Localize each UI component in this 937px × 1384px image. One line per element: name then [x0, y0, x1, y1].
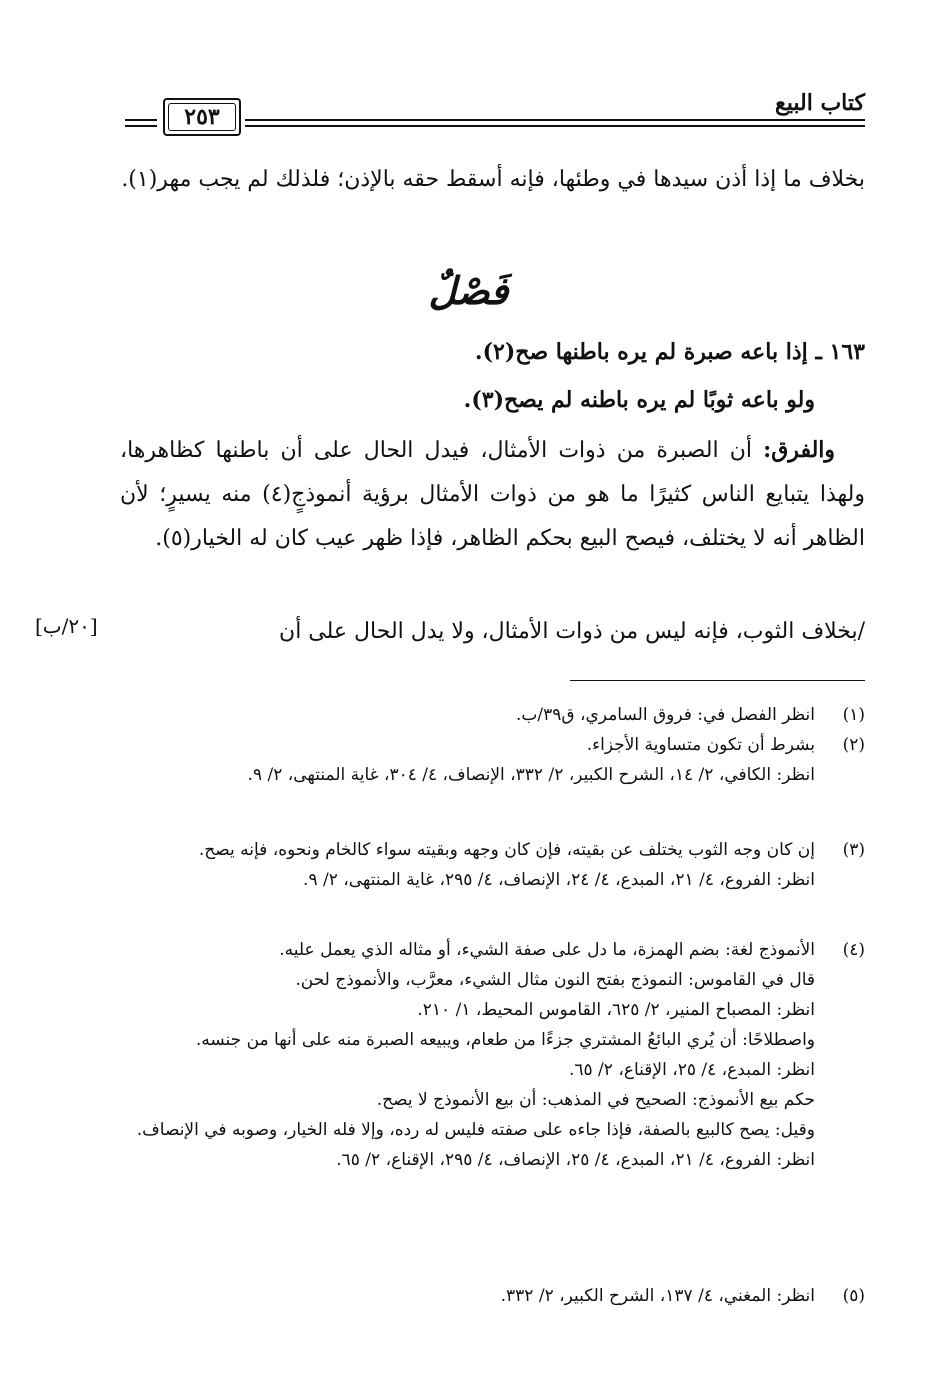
footnote-2: [120, 730, 865, 790]
page-number-box: [163, 98, 241, 136]
section-heading: فَصْلٌ: [428, 268, 509, 313]
header-rule: [125, 125, 157, 127]
footnote-line: انظر: الفروع، ٤/ ٢١، المبدع، ٤/ ٢٤، الإنصاف، ٤/ ٢٩٥، غاية المنتهى، ٢/ ٩.: [303, 870, 815, 890]
book-title: كتاب البيع: [775, 90, 865, 116]
footnote-number: (٣): [842, 840, 865, 860]
footnote-line: إن كان وجه الثوب يختلف عن بقيته، فإن كان وجهه وبقيته سواء كالخام ونحوه، فإنه يصح.: [198, 840, 815, 860]
footnote-5: [120, 1281, 865, 1311]
footnote-line: انظر: المصباح المنير، ٢/ ٦٢٥، القاموس المحيط، ١/ ٢١٠.: [417, 1000, 815, 1020]
margin-folio-note: [٢٠/ب]: [35, 614, 98, 638]
difference-label: والفرق:: [763, 437, 836, 463]
paragraph-continuation: /بخلاف الثوب، فإنه ليس من ذوات الأمثال، ولا يدل الحال على أن: [279, 619, 865, 644]
footnote-line: انظر الفصل في: فروق السامري، ق٣٩/ب.: [516, 705, 815, 725]
footnote-number: (١): [842, 705, 865, 725]
header-rule: [125, 119, 157, 121]
issue-statement-2: ولو باعه ثوبًا لم يره باطنه لم يصح(٣).: [463, 387, 815, 413]
footnote-line: الأنموذج لغة: بضم الهمزة، ما دل على صفة الشيء، أو مثاله الذي يعمل عليه.: [279, 940, 815, 960]
footnote-line: انظر: الفروع، ٤/ ٢١، المبدع، ٤/ ٢٥، الإنصاف، ٤/ ٢٩٥، الإقناع، ٢/ ٦٥.: [336, 1150, 815, 1170]
running-header: [125, 86, 865, 136]
footnote-line: حكم بيع الأنموذج: الصحيح في المذهب: أن بيع الأنموذج لا يصح.: [376, 1090, 815, 1110]
footnote-separator: [570, 680, 865, 681]
difference-paragraph: [120, 428, 865, 561]
footnote-number: (٤): [842, 940, 865, 960]
footnote-line: وقيل: يصح كالبيع بالصفة، فإذا جاءه على صفته فليس له رده، وإلا فله الخيار، وصوبه في الإنصاف.: [136, 1120, 815, 1140]
footnote-line: انظر: المبدع، ٤/ ٢٥، الإقناع، ٢/ ٦٥.: [568, 1060, 815, 1080]
footnote-line: بشرط أن تكون متساوية الأجزاء.: [586, 735, 815, 755]
footnote-number: (٥): [842, 1286, 865, 1306]
header-rule: [245, 125, 865, 127]
issue-statement: ١٦٣ ـ إذا باعه صبرة لم يره باطنها صح(٢).: [474, 339, 865, 365]
footnote-line: قال في القاموس: النموذج بفتح النون مثال الشيء، معرَّب، والأنموذج لحن.: [295, 970, 815, 990]
difference-text: أن الصبرة من ذوات الأمثال، فيدل الحال على أن باطنها كظاهرها، ولهذا يتبايع الناس كثيرًا ما هو من ذوات الأمثال برؤية أنموذجٍ(٤) منه يسيرٍ؛ لأن الظاهر أنه لا يختلف، فيصح البيع بحكم الظاهر، فإذا ظهر عيب كان له الخيار(٥).: [120, 438, 865, 551]
footnote-line: واصطلاحًا: أن يُري البائعُ المشتري جزءًا من طعام، ويبيعه الصبرة منه على أنها من جنسه.: [195, 1030, 815, 1050]
footnote-3: [120, 835, 865, 895]
footnote-4: [120, 935, 865, 1175]
footnote-number: (٢): [842, 735, 865, 755]
footnote-line: انظر: الكافي، ٢/ ١٤، الشرح الكبير، ٢/ ٣٣٢، الإنصاف، ٤/ ٣٠٤، غاية المنتهى، ٢/ ٩.: [247, 765, 815, 785]
footnote-line: انظر: المغني، ٤/ ١٣٧، الشرح الكبير، ٢/ ٣٣٢.: [500, 1286, 815, 1306]
header-rule: [245, 119, 865, 121]
page-number: ٢٥٣: [184, 104, 220, 130]
footnote-1: [120, 700, 865, 730]
paragraph-intro: بخلاف ما إذا أذن سيدها في وطئها، فإنه أسقط حقه بالإذن؛ فلذلك لم يجب مهر(١).: [121, 167, 865, 192]
